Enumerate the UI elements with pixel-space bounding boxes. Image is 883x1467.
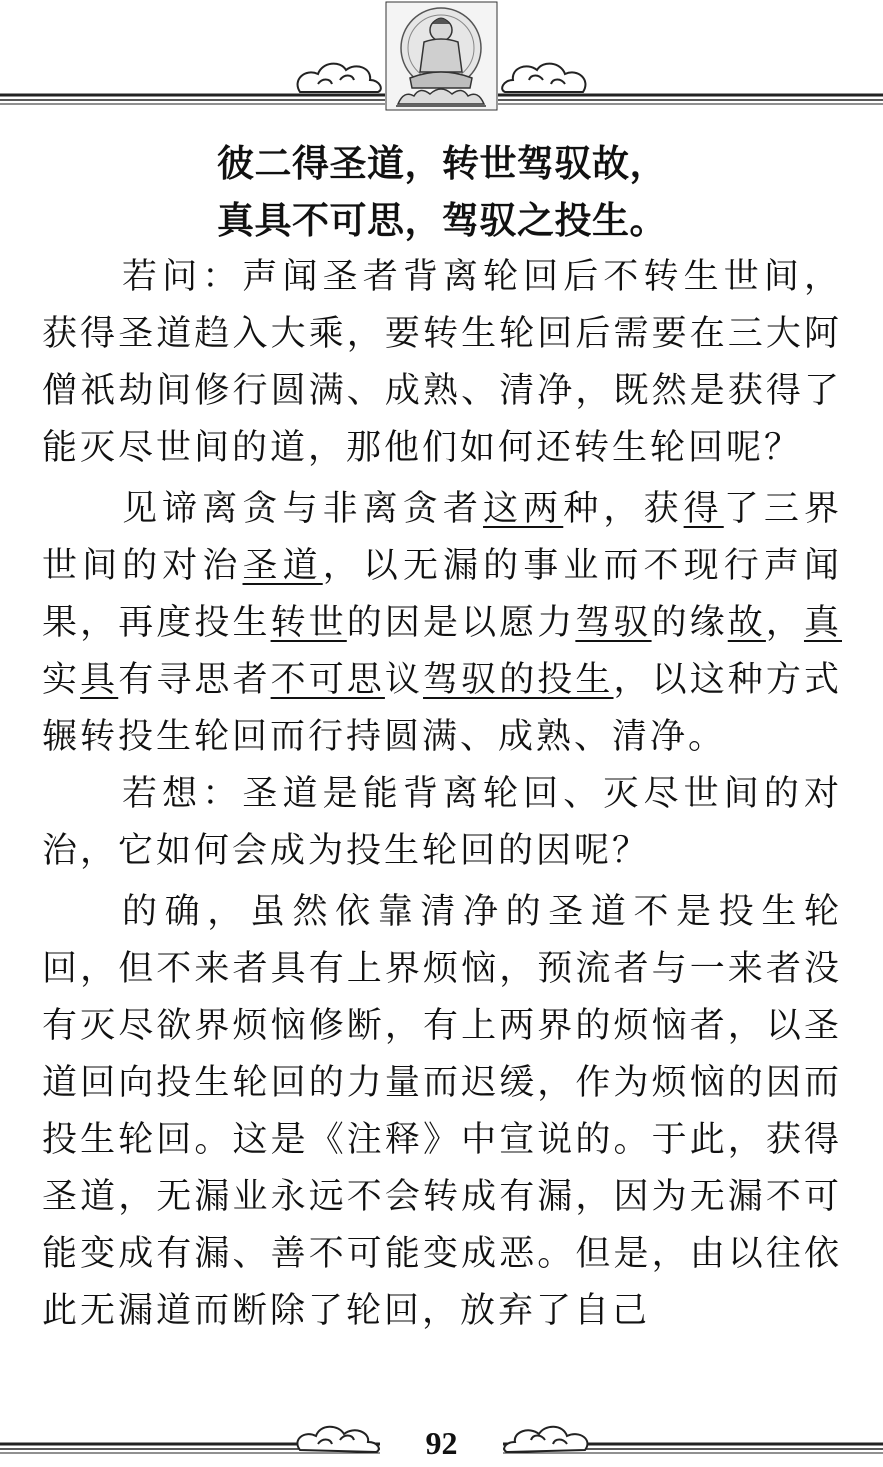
root-text-underline: 真 — [803, 603, 842, 643]
commentary-text: 有寻思者 — [118, 660, 271, 700]
seated-buddha-icon — [386, 2, 497, 110]
commentary-text: ， — [765, 603, 804, 643]
paragraph-answer: 的确，虽然依靠清净的圣道不是投生轮回，但不来者具有上界烦恼，预流者与一来者没有灭尽欲界烦恼修断，有上两界的烦恼者，以圣道回向投生轮回的力量而迟缓，作为烦恼的因而投生轮回。这是《注释》中宣说的。于此，获得圣道，无漏业永远不会转成有漏，因为无漏不可能变成有漏、善不可能变成恶。但是，由以往依此无漏道而断除了轮回，放弃了自己 — [42, 892, 842, 1331]
commentary-text: 议 — [384, 660, 424, 700]
root-text-underline: 得 — [683, 489, 724, 529]
verse-line-1: 彼二得圣道，转世驾驭故， — [217, 142, 667, 185]
commentary-text: 了三界世间的对治 — [42, 489, 842, 586]
page-number: 92 — [425, 1425, 458, 1461]
root-text-underline: 驾驭 — [575, 603, 652, 643]
auspicious-cloud-icon — [298, 64, 381, 92]
header-rule-right — [498, 95, 883, 104]
commentary-text: 的缘 — [651, 603, 728, 643]
verse-line-2: 真具不可思，驾驭之投生。 — [217, 199, 667, 242]
root-text-underline: 故 — [727, 603, 766, 643]
commentary-text: 见谛离贪与非离贪者 — [122, 489, 484, 529]
root-text-underline: 转世 — [270, 603, 347, 643]
commentary-text: 实 — [42, 660, 81, 700]
paragraph-commentary — [42, 481, 842, 766]
auspicious-cloud-icon — [502, 64, 585, 92]
root-text-underline: 圣道 — [242, 546, 323, 586]
header-rule-left — [0, 95, 385, 104]
root-text-underline: 驾驭的投生 — [423, 660, 614, 700]
commentary-text: ，以这种方式辗转投生轮回而行持圆满、成熟、清净。 — [42, 660, 842, 757]
paragraph-question-2: 若想：圣道是能背离轮回、灭尽世间的对治，它如何会成为投生轮回的因呢？ — [42, 774, 842, 871]
paragraph-question-1: 若问：声闻圣者背离轮回后不转生世间，获得圣道趋入大乘，要转生轮回后需要在三大阿僧祇劫间修行圆满、成熟、清净，既然是获得了能灭尽世间的道，那他们如何还转生轮回呢？ — [42, 257, 842, 468]
header-ornament — [0, 0, 883, 120]
commentary-text: ，以无漏的事业而不现行声闻果，再度投生 — [42, 546, 842, 643]
commentary-text: 的因是以愿力 — [346, 603, 576, 643]
root-text-underline: 这两 — [483, 489, 564, 529]
page-body — [42, 135, 842, 1340]
root-text-underline: 具 — [80, 660, 119, 700]
root-text-underline: 不可思 — [270, 660, 385, 700]
commentary-text: 种，获 — [563, 489, 684, 529]
